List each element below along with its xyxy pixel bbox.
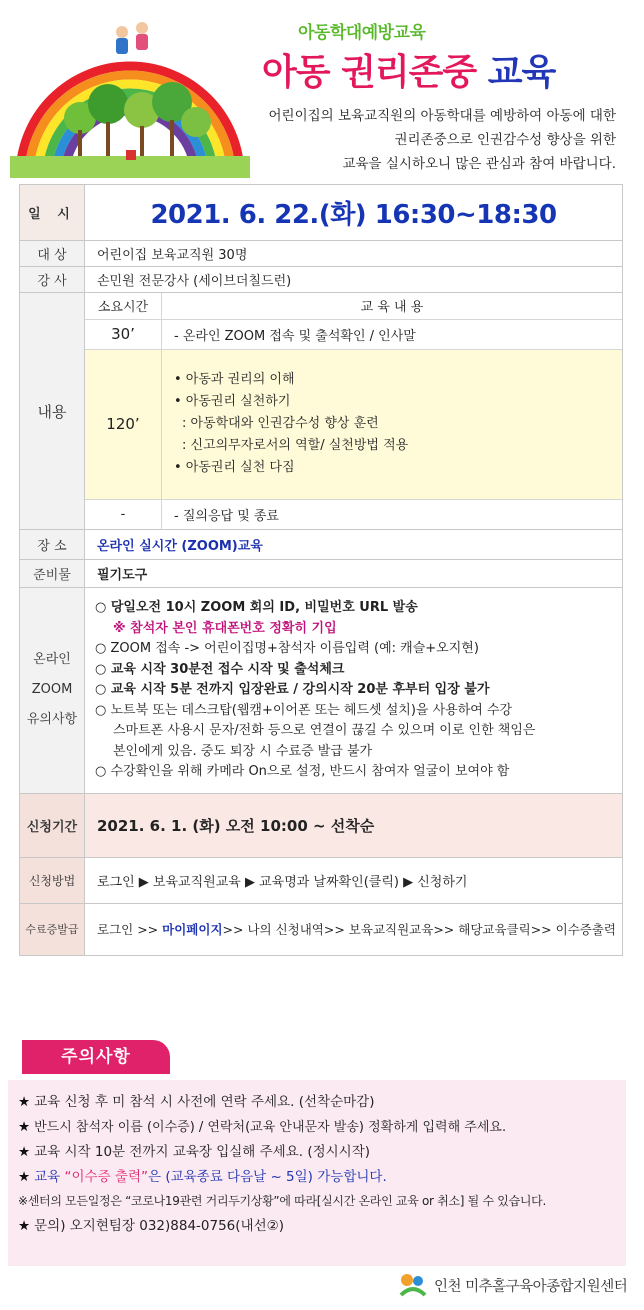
notice-label-line: ZOOM xyxy=(31,682,73,698)
prep-label: 준비물 xyxy=(20,560,85,588)
notice-item: ○ 당일오전 10시 ZOOM 회의 ID, 비밀번호 URL 발송 xyxy=(95,600,418,615)
apply-period-value: 2021. 6. 1. (화) 오전 10:00 ~ 선착순 xyxy=(85,793,623,857)
notice-item: ○ 수강확인을 위해 카메라 On으로 설정, 반드시 참여자 얼굴이 보여야 함 xyxy=(95,764,510,779)
caution-text: 교육 시작 10분 전까지 교육장 입실해 주세요. (정시시작) xyxy=(34,1144,371,1160)
notice-item: 스마트폰 사용시 문자/전화 등으로 연결이 끊길 수 있으며 이로 인한 책임은 xyxy=(113,723,536,738)
notice-item: ※ 참석자 본인 휴대폰번호 정확히 기입 xyxy=(113,620,337,636)
center-logo-icon xyxy=(398,1271,428,1299)
star-icon: ★ xyxy=(18,1118,31,1135)
caution-item xyxy=(18,1090,626,1115)
content-item: • 아동권리 실천하기 xyxy=(174,394,291,409)
content-item: • 아동권리 실천 다짐 xyxy=(174,460,295,475)
star-icon: ★ xyxy=(18,1217,31,1234)
target-label: 대 상 xyxy=(20,241,85,267)
content-item: - 온라인 ZOOM 접속 및 출석확인 / 인사말 xyxy=(162,319,623,349)
notice-item: 본인에게 있음. 중도 퇴장 시 수료증 발급 불가 xyxy=(113,743,373,759)
caution-text: ※센터의 모든일정은 “코로나19관련 거리두기상황”에 따라[실시간 온라인 교육 or 취소] 될 수 있습니다. xyxy=(18,1194,546,1208)
caution-text: 반드시 참석자 이름 (이수증) / 연락처(교육 안내문자 발송) 정확하게 입력해 주세요. xyxy=(34,1119,507,1135)
apply-method-label: 신청방법 xyxy=(20,857,85,903)
content-label: 내용 xyxy=(20,293,85,530)
notice-item: ○ 교육 시작 5분 전까지 입장완료 / 강의시작 20분 후부터 입장 불가 xyxy=(95,682,490,697)
caution-tag: 주의사항 xyxy=(22,1040,170,1074)
cert-value xyxy=(85,903,623,955)
schedule-table xyxy=(19,184,623,956)
notice-label xyxy=(20,588,85,794)
place-label: 장 소 xyxy=(20,530,85,560)
date-value: 2021. 6. 22.(화) 16:30~18:30 xyxy=(85,185,623,241)
caution-item xyxy=(18,1214,626,1239)
caution-item xyxy=(18,1189,626,1214)
header-banner xyxy=(0,0,644,180)
date-label: 일 시 xyxy=(20,185,85,241)
notice-list xyxy=(85,588,623,794)
notice-label-line: 유의사항 xyxy=(26,712,78,728)
star-icon: ★ xyxy=(18,1094,31,1110)
target-value: 어린이집 보육교직원 30명 xyxy=(85,241,623,267)
prep-value: 필기도구 xyxy=(85,560,623,588)
caution-highlight: “이수증 출력” xyxy=(64,1168,148,1185)
notice-label-line: 온라인 xyxy=(33,652,71,668)
page-title xyxy=(262,44,555,95)
intro-text xyxy=(236,104,616,176)
cert-pre: 로그인 >> xyxy=(97,922,159,937)
apply-period-label: 신청기간 xyxy=(20,793,85,857)
caution-item xyxy=(18,1115,626,1141)
title-blue: 교육 xyxy=(487,52,556,93)
content-header-time: 소요시간 xyxy=(85,293,162,319)
caution-item xyxy=(18,1165,626,1190)
caution-text: 은 (교육종료 다음날 ~ 5일) 가능합니다. xyxy=(147,1168,387,1185)
title-pink: 아동 권리존중 xyxy=(262,52,477,93)
star-icon: ★ xyxy=(18,1144,31,1160)
caution-text: 문의) 오지현팀장 032)884-0756(내선②) xyxy=(34,1217,284,1234)
content-time: 120’ xyxy=(85,349,162,499)
intro-line: 교육을 실시하오니 많은 관심과 참여 바랍니다. xyxy=(342,156,616,172)
cert-label: 수료증발급 xyxy=(20,903,85,955)
content-item: : 아동학대와 인권감수성 향상 훈련 xyxy=(182,416,379,431)
content-item: - 질의응답 및 종료 xyxy=(162,499,623,529)
notice-item: ○ 교육 시작 30분전 접수 시작 및 출석체크 xyxy=(95,661,345,677)
intro-line: 권리존중으로 인권감수성 향상을 위한 xyxy=(394,132,616,148)
caution-item xyxy=(18,1140,626,1165)
content-item-list xyxy=(162,349,623,499)
content-item: • 아동과 권리의 이해 xyxy=(174,372,295,387)
center-name: 인천 미추홀구육아종합지원센터 xyxy=(434,1278,628,1295)
mypage-link[interactable]: 마이페이지 xyxy=(162,922,223,937)
notice-item: ○ ZOOM 접속 -> 어린이집명+참석자 이름입력 (예: 캐슬+오지현) xyxy=(95,641,479,656)
sub-title: 아동학대예방교육 xyxy=(298,23,426,43)
caution-text: 교육 xyxy=(34,1168,61,1185)
caution-text: 교육 신청 후 미 참석 시 사전에 연락 주세요. (선착순마감) xyxy=(34,1094,375,1110)
content-header-desc: 교 육 내 용 xyxy=(162,293,623,319)
lecturer-label: 강 사 xyxy=(20,267,85,293)
content-item: : 신고의무자로서의 역할/ 실천방법 적용 xyxy=(182,438,409,453)
content-table xyxy=(85,293,622,529)
notice-item: ○ 노트북 또는 데스크탑(웹캠+이어폰 또는 헤드셋 설치)을 사용하여 수강 xyxy=(95,702,513,718)
place-value: 온라인 실시간 (ZOOM)교육 xyxy=(85,530,623,560)
intro-line: 어린이집의 보육교직원의 아동학대를 예방하여 아동에 대한 xyxy=(268,108,616,124)
lecturer-value: 손민원 전문강사 (세이브더칠드런) xyxy=(85,267,623,293)
caution-box xyxy=(8,1080,626,1266)
rainbow-illustration xyxy=(10,6,250,178)
footer xyxy=(398,1270,627,1300)
star-icon: ★ xyxy=(18,1168,31,1185)
content-time: 30’ xyxy=(85,319,162,349)
content-time: - xyxy=(120,506,126,522)
apply-method-value: 로그인 ▶ 보육교직원교육 ▶ 교육명과 날짜확인(클릭) ▶ 신청하기 xyxy=(85,857,623,903)
cert-post: >> 나의 신청내역>> 보육교직원교육>> 해당교육클릭>> 이수증출력 xyxy=(222,922,616,937)
